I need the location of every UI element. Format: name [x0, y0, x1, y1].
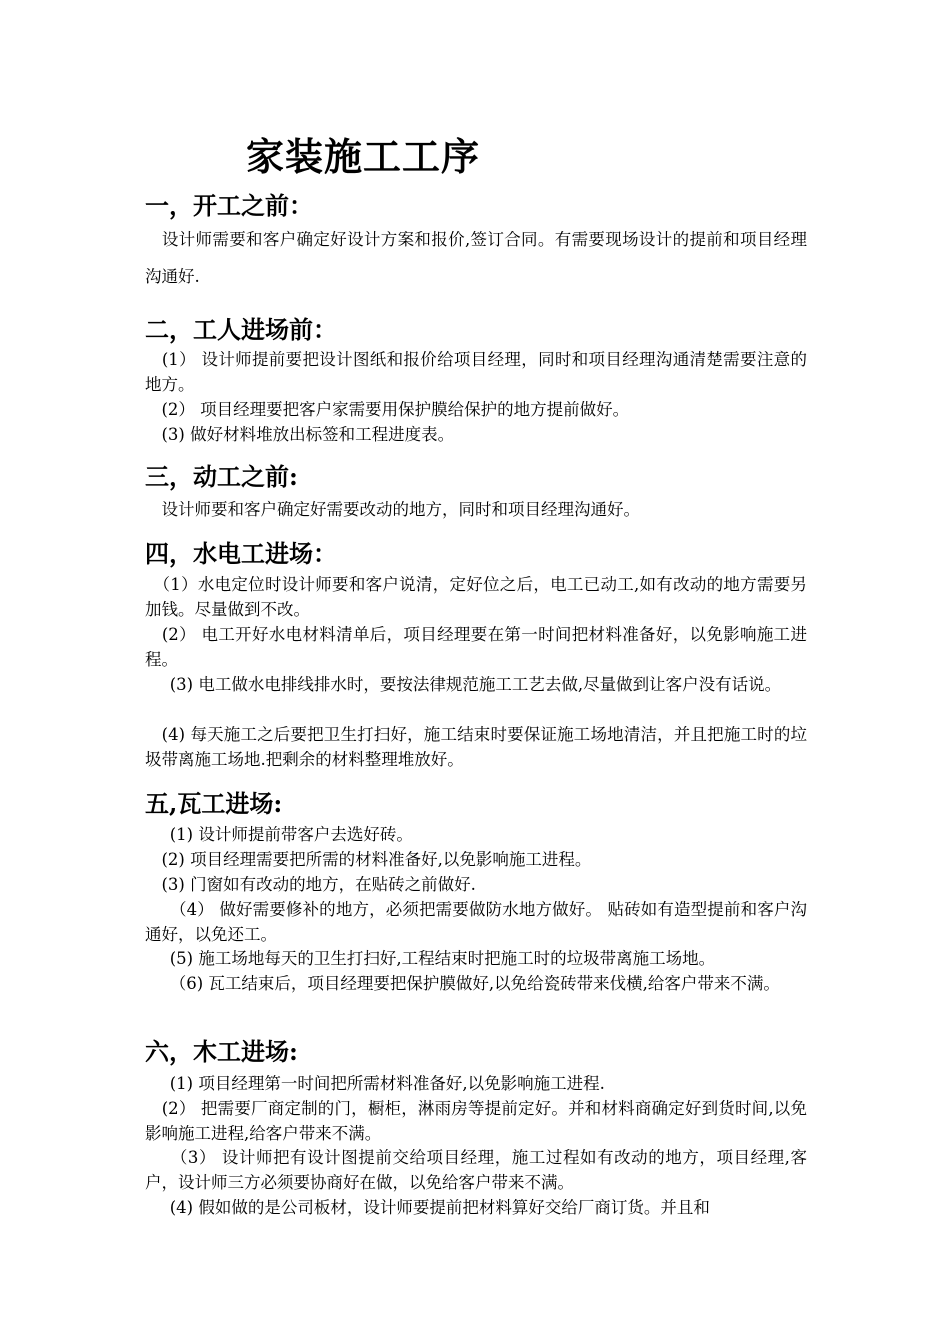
- section-4-para-2: (2） 电工开好水电材料清单后，项目经理要在第一时间把材料准备好，以免影响施工进程。: [145, 625, 807, 669]
- section-5-para-5: (5) 施工场地每天的卫生打扫好,工程结束时把施工时的垃圾带离施工场地。: [145, 949, 716, 968]
- section-4-para-1: （1）水电定位时设计师要和客户说清，定好位之后，电工已动工,如有改动的地方需要另加钱。尽量做到不改。: [145, 575, 807, 619]
- section-4-para-3: (3) 电工做水电排线排水时，要按法律规范施工工艺去做,尽量做到让客户没有话说。: [145, 675, 782, 694]
- document-title: 家装施工工序: [246, 134, 481, 179]
- section-heading-6: 六，木工进场:: [145, 1037, 298, 1066]
- section-6-para-2: (2） 把需要厂商定制的门，橱柜，淋雨房等提前定好。并和材料商确定好到货时间,以免影响施工进程,给客户带来不满。: [145, 1099, 807, 1143]
- section-6-para-4: (4) 假如做的是公司板材，设计师要提前把材料算好交给厂商订货。并且和: [145, 1198, 710, 1217]
- section-heading-1: 一，开工之前：: [145, 191, 313, 220]
- section-6-para-1: (1) 项目经理第一时间把所需材料准备好,以免影响施工进程.: [145, 1074, 605, 1093]
- section-heading-2: 二，工人进场前：: [145, 315, 337, 344]
- section-2-para-1: (1） 设计师提前要把设计图纸和报价给项目经理，同时和项目经理沟通清楚需要注意的地方。: [145, 350, 807, 394]
- section-2-para-2: (2） 项目经理要把客户家需要用保护膜给保护的地方提前做好。: [145, 400, 630, 419]
- section-1-para-1: 设计师需要和客户确定好设计方案和报价,签订合同。有需要现场设计的提前和项目经理沟通好.: [145, 230, 807, 286]
- section-heading-4: 四，水电工进场：: [145, 539, 337, 568]
- section-6-para-3: （3） 设计师把有设计图提前交给项目经理，施工过程如有改动的地方，项目经理,客户，设计师三方必须要协商好在做，以免给客户带来不满。: [145, 1148, 807, 1192]
- section-5-para-3: (3) 门窗如有改动的地方，在贴砖之前做好.: [145, 875, 476, 894]
- section-5-para-2: (2) 项目经理需要把所需的材料准备好,以免影响施工进程。: [145, 850, 592, 869]
- section-5-para-1: (1) 设计师提前带客户去选好砖。: [145, 825, 413, 844]
- section-4-para-4: (4) 每天施工之后要把卫生打扫好，施工结束时要保证施工场地清洁，并且把施工时的垃圾带离施工场地.把剩余的材料整理堆放好。: [145, 725, 807, 769]
- section-2-para-3: (3) 做好材料堆放出标签和工程进度表。: [145, 425, 455, 444]
- section-3-para-1: 设计师要和客户确定好需要改动的地方，同时和项目经理沟通好。: [145, 500, 640, 519]
- section-heading-3: 三，动工之前:: [145, 462, 298, 491]
- section-heading-5: 五,瓦工进场:: [145, 789, 283, 818]
- section-5-para-4: （4） 做好需要修补的地方，必须把需要做防水地方做好。 贴砖如有造型提前和客户沟通好，以免还工。: [145, 900, 807, 944]
- section-5-para-6: （6) 瓦工结束后，项目经理要把保护膜做好,以免给瓷砖带来伐横,给客户带来不满。: [145, 974, 780, 993]
